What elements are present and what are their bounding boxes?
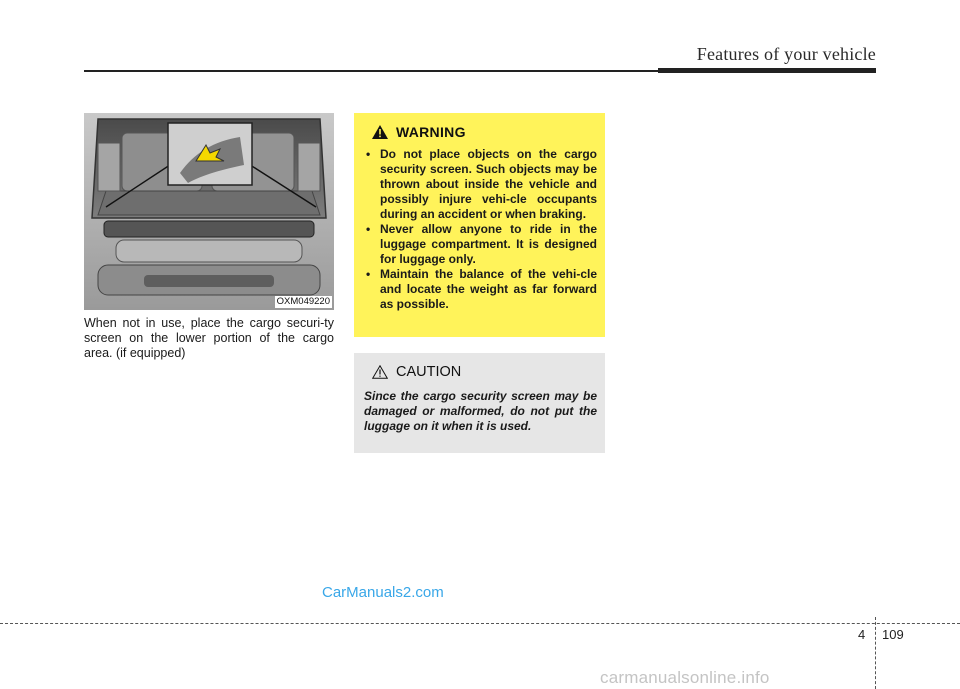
watermark-link[interactable]: CarManuals2.com (322, 584, 444, 601)
footer-rule (0, 623, 960, 624)
warning-triangle-icon (372, 125, 388, 139)
warning-box (354, 113, 605, 337)
warning-item-text: Do not place objects on the cargo security screen. Such objects may be thrown about inside the vehicle and possibly injure vehi-cle occupants during an accident or when braking. (380, 147, 597, 221)
cargo-figure (84, 113, 334, 310)
warning-item-text: Never allow anyone to ride in the luggage compartment. It is designed for luggage only. (380, 222, 597, 266)
warning-header (364, 121, 597, 143)
caution-title: CAUTION (396, 364, 462, 380)
warning-item (364, 147, 597, 222)
header-rule-accent (658, 68, 876, 73)
warning-item (364, 222, 597, 267)
chapter-number: 4 (858, 627, 866, 642)
caution-header (364, 361, 597, 383)
figure-caption: When not in use, place the cargo securi-ty screen on the lower portion of the cargo area. (if equipped) (84, 316, 334, 360)
caution-text: Since the cargo security screen may be damaged or malformed, do not put the luggage on it when it is used. (364, 389, 597, 433)
caution-box (354, 353, 605, 453)
figure-code: OXM049220 (276, 296, 330, 307)
warning-item-text: Maintain the balance of the vehi-cle and locate the weight as far forward as possible. (380, 267, 597, 311)
warning-title: WARNING (396, 124, 466, 140)
warning-item (364, 267, 597, 312)
cargo-area-illustration (84, 113, 334, 310)
page-divider (875, 617, 876, 689)
header-rule (84, 70, 658, 72)
warning-list (364, 147, 597, 312)
caution-triangle-icon (372, 365, 388, 379)
bullet: • (366, 222, 371, 236)
section-title: Features of your vehicle (696, 44, 876, 64)
site-watermark: carmanualsonline.info (600, 668, 770, 687)
bullet: • (366, 267, 371, 281)
page-number: 109 (882, 627, 904, 642)
bullet: • (366, 147, 371, 161)
